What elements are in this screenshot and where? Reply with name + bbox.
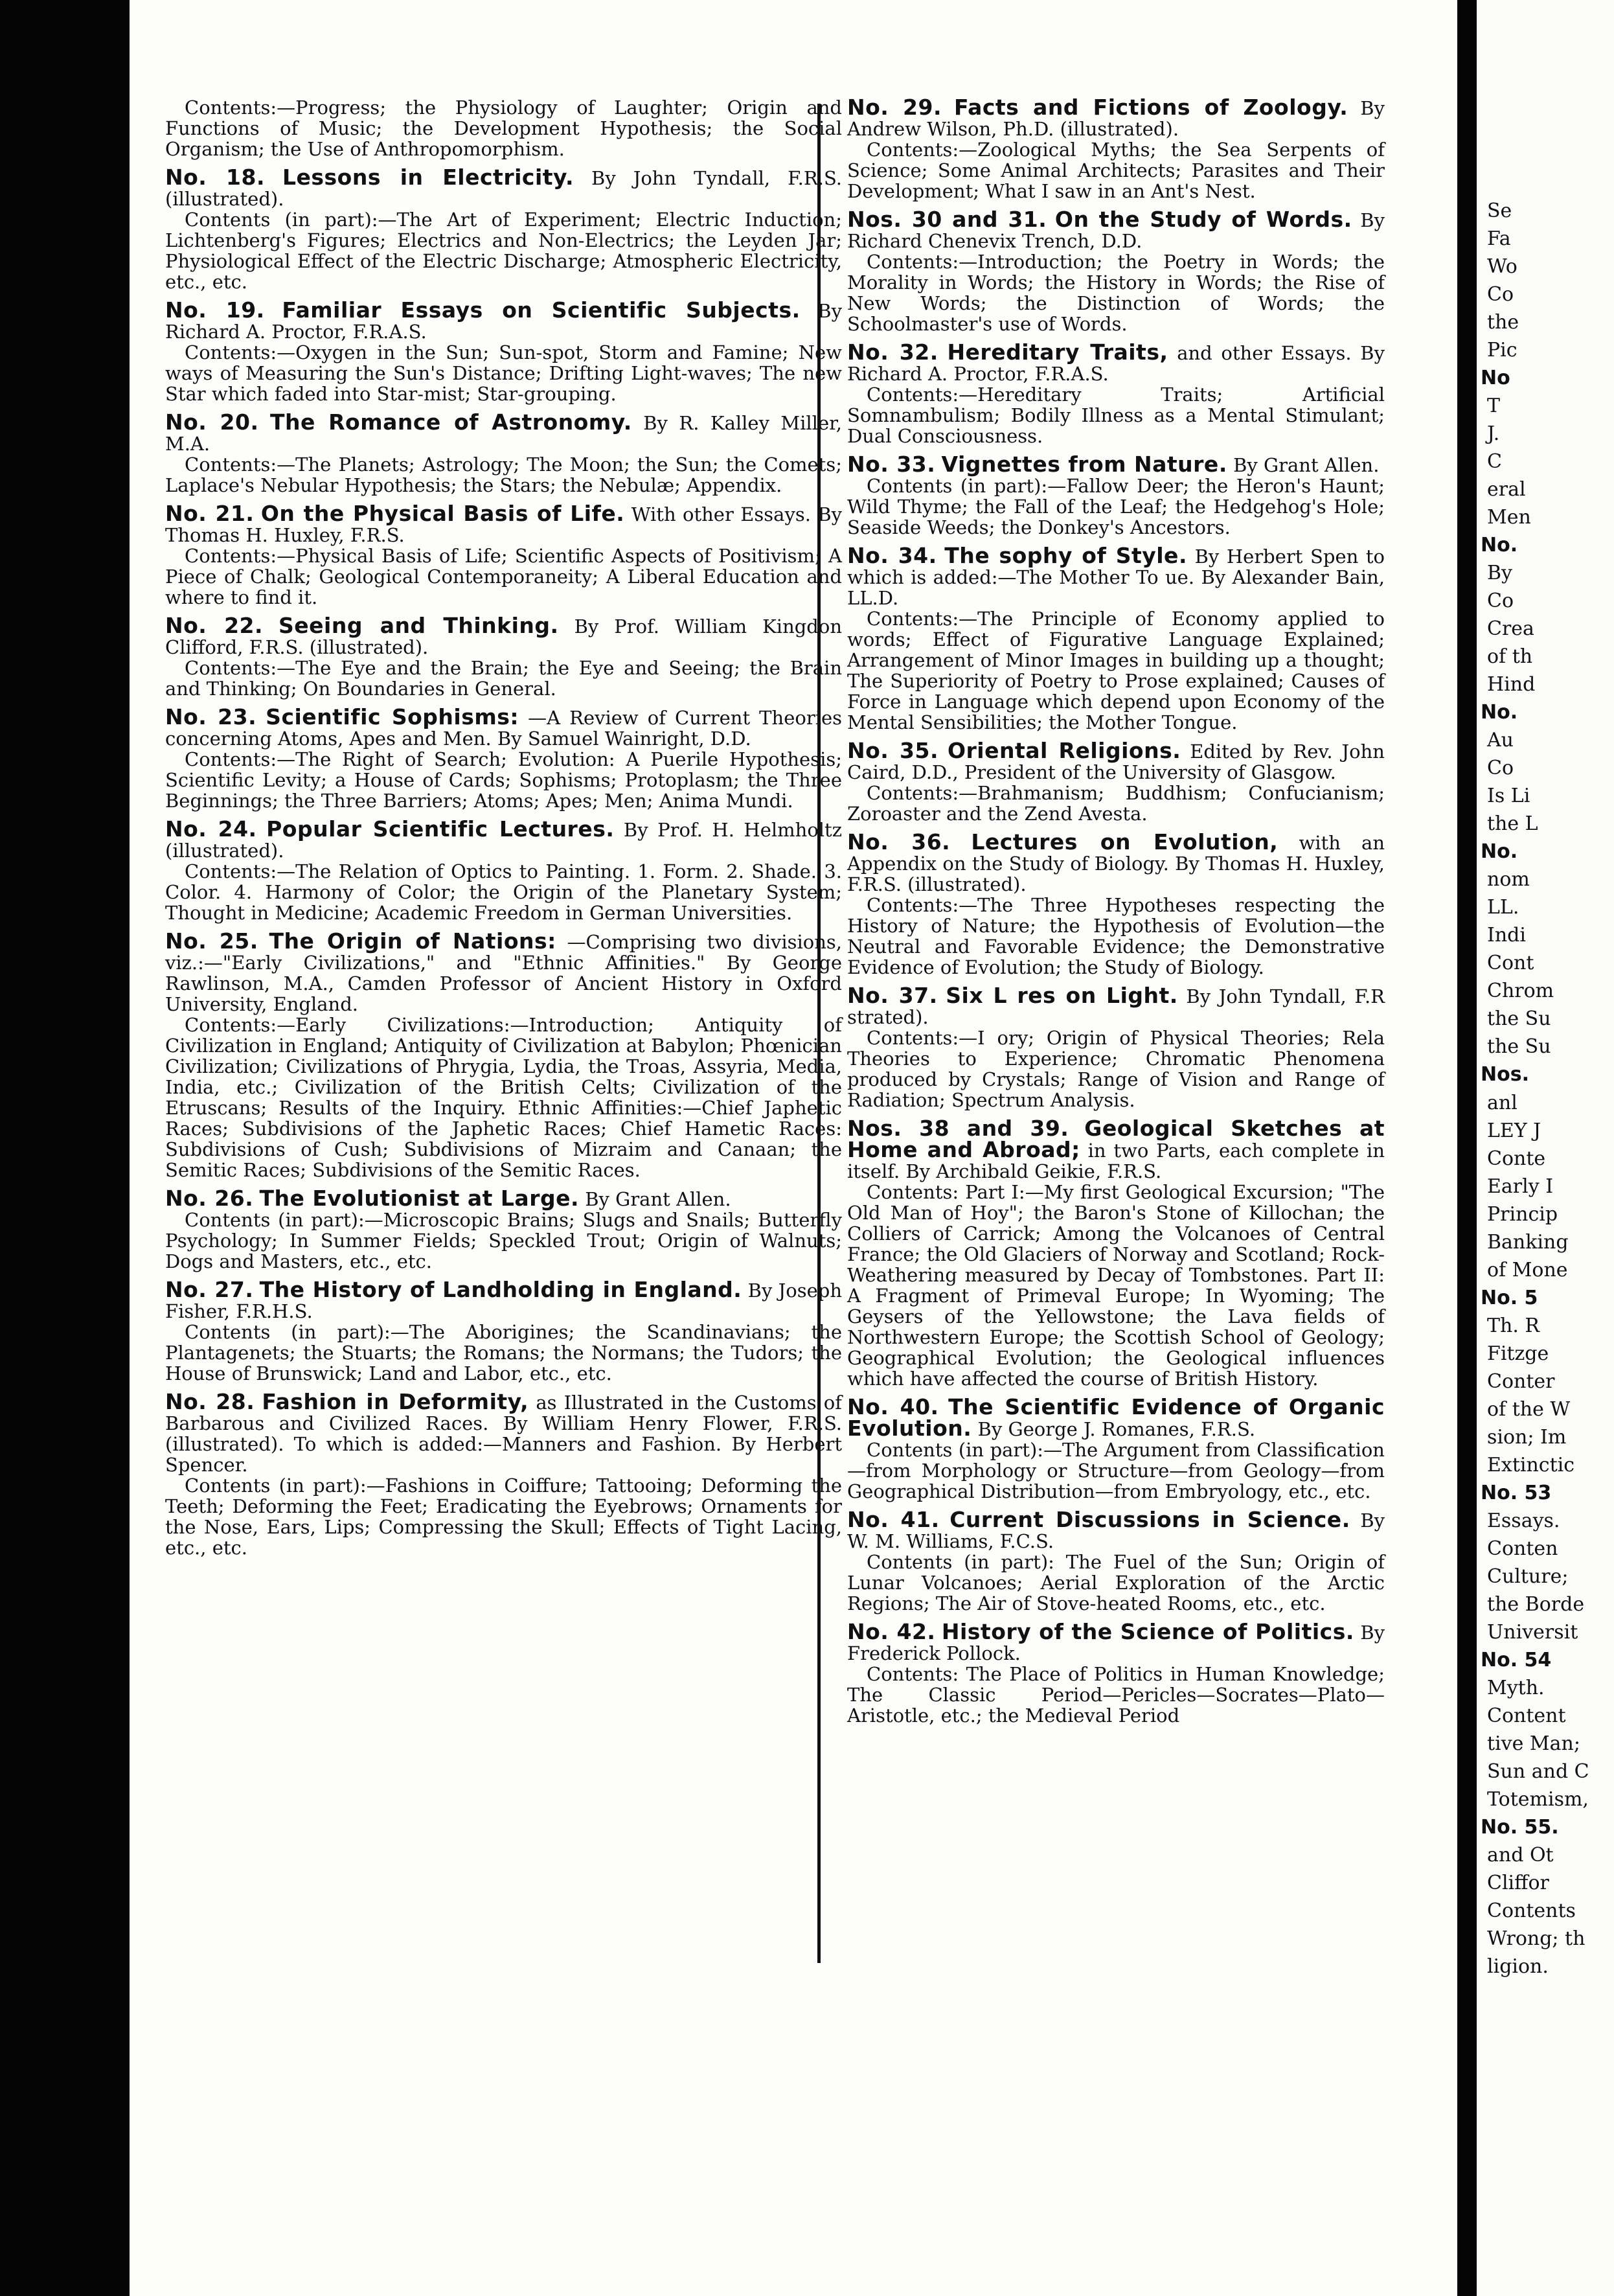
entry-title: The sophy of Style.	[944, 543, 1187, 568]
entry-heading	[165, 1389, 843, 1476]
entry-heading	[847, 1394, 1385, 1441]
entry-title: The Scientific Evidence of Organic Evolution.	[847, 1394, 1385, 1441]
entry-title: Geological Sketches at Home and Abroad;	[847, 1116, 1385, 1162]
entry-contents: Contents:—The Planets; Astrology; The Moon; the Sun; the Comets; Laplace's Nebular Hypothesis; the Stars; the Nebulæ; Appendix.	[165, 453, 842, 496]
entry-number: No. 42.	[847, 1619, 936, 1644]
entry-byline: By Grant Allen.	[1233, 454, 1380, 476]
catalogue-entry	[165, 167, 842, 292]
catalogue-entry	[165, 816, 842, 924]
entry-title: Six L res on Light.	[946, 983, 1178, 1008]
entry-byline: in two Parts, each complete in itself. By Archibald Geikie, F.R.S.	[847, 1140, 1385, 1182]
entry-contents: Contents:—The Right of Search; Evolution: A Puerile Hypothesis; Scientific Levity; a House of Cards; Sophisms; Protoplasm; the Three Beginnings; the Three Barriers; Atoms; Apes; Men; Anima Mundi.	[165, 748, 842, 812]
entry-contents: Contents:—The Principle of Economy applied to words; Effect of Figurative Language Explained; Arrangement of Minor Images in building up a thought; The Superiority of Poetry to Prose explained; Causes of Force in Language which depend upon Economy of the Mental Sensibilities; the Mother Tongue.	[847, 608, 1385, 733]
catalogue-entry	[847, 1118, 1385, 1389]
next-page-fragment: Wrong; th	[1487, 1927, 1586, 1950]
entry-byline: and other Essays. By Richard A. Proctor, F.R.A.S.	[847, 342, 1385, 385]
next-page-fragment: Co	[1487, 283, 1514, 306]
entry-number: No. 33.	[847, 452, 936, 477]
next-page-fragment: Sun and C	[1487, 1760, 1589, 1783]
next-page-fragment: No	[1481, 367, 1510, 390]
next-page-fragment: Au	[1487, 729, 1514, 752]
catalogue-entry	[165, 704, 843, 812]
entry-number: No. 40.	[847, 1394, 939, 1419]
adjacent-page-fragment	[1477, 0, 1614, 2296]
next-page-fragment: Hind	[1487, 673, 1536, 696]
entry-contents: Contents:—Hereditary Traits; Artificial Somnambulism; Bodily Illness as a Mental Stimulant; Dual Consciousness.	[847, 384, 1385, 447]
catalogue-entry	[847, 97, 1385, 201]
entry-title: Scientific Sophisms:	[266, 704, 519, 729]
next-page-fragment: Co	[1487, 757, 1514, 780]
entry-number: No. 22.	[165, 613, 264, 638]
entry-title: Fashion in Deformity,	[262, 1389, 529, 1414]
entry-number: No. 28.	[165, 1389, 255, 1414]
entry-heading	[847, 740, 1385, 783]
next-page-fragment: Nos.	[1481, 1063, 1529, 1086]
entry-byline: By Richard A. Proctor, F.R.A.S.	[165, 300, 842, 343]
entry-heading	[165, 1188, 842, 1210]
next-page-fragment: anl	[1487, 1091, 1517, 1114]
next-page-fragment: No.	[1481, 534, 1518, 557]
next-page-fragment: tive Man;	[1487, 1732, 1580, 1755]
next-page-fragment: Contents	[1487, 1899, 1576, 1922]
entry-byline: as Illustrated in the Customs of Barbarous and Civilized Races. By William Henry Flower, F.R.S. (illustrated). To which is added:—Manners and Fashion. By Herbert Spencer.	[165, 1392, 843, 1476]
next-page-fragment: Cont	[1487, 952, 1534, 975]
entry-title: On the Study of Words.	[1054, 207, 1352, 232]
catalogue-entry	[847, 545, 1385, 733]
entry-byline: By Joseph Fisher, F.R.H.S.	[165, 1280, 843, 1322]
entry-byline: —A Review of Current Theories concerning Atoms, Apes and Men. By Samuel Wainright, D.D.	[165, 707, 843, 750]
entry-contents: Contents:—The Relation of Optics to Painting. 1. Form. 2. Shade. 3. Color. 4. Harmony of Color; the Origin of the Planetary System; Thought in Medicine; Academic Freedom in German Universities.	[165, 860, 842, 924]
next-page-fragment: Princip	[1487, 1202, 1558, 1226]
next-page-fragment: By	[1487, 562, 1512, 585]
entry-contents: Contents:—Brahmanism; Buddhism; Confucianism; Zoroaster and the Zend Avesta.	[847, 782, 1385, 825]
next-page-fragment: the Su	[1487, 1007, 1551, 1031]
entry-contents: Contents (in part):—Microscopic Brains; Slugs and Snails; Butterfly Psychology; In Summer Fields; Speckled Trout; Origin of Walnuts; Dogs and Masters, etc., etc.	[165, 1209, 842, 1272]
scan-border-left	[0, 0, 130, 2296]
entry-contents: Contents (in part):—Fashions in Coiffure; Tattooing; Deforming the Teeth; Deforming the Feet; Eradicating the Eyebrows; Ornaments for the Nose, Ears, Lips; Compressing the Skull; Effects of Tight Lacing, etc., etc.	[165, 1475, 842, 1559]
entry-byline: By Frederick Pollock.	[847, 1622, 1385, 1664]
entry-title: Seeing and Thinking.	[278, 613, 559, 638]
entry-heading	[165, 409, 843, 455]
entry-byline: By John Tyndall, F.R strated).	[847, 985, 1385, 1028]
entry-contents: Contents (in part):—The Art of Experiment; Electric Induction; Lichtenberg's Figures; Electrics and Non-Electrics; the Leyden Jar; Physiological Effect of the Electric Discharge; Atmospheric Electricity, etc., etc.	[165, 209, 842, 293]
next-page-fragment: of the W	[1487, 1397, 1571, 1421]
next-page-fragment: Fitzge	[1487, 1342, 1549, 1365]
next-page-fragment: No. 54	[1481, 1648, 1552, 1671]
entry-title: The Romance of Astronomy.	[270, 409, 632, 435]
entry-byline: By R. Kalley Miller, M.A.	[165, 412, 843, 455]
next-page-fragment: Conter	[1487, 1370, 1555, 1393]
entry-byline: —Comprising two divisions, viz.:—"Early Civilizations," and "Ethnic Affinities." By George Rawlinson, M.A., Camden Professor of Ancient History in Oxford University, England.	[165, 931, 843, 1015]
entry-title: The Evolutionist at Large.	[259, 1186, 580, 1211]
entry-byline: With other Essays. By Thomas H. Huxley, F.R.S.	[165, 503, 843, 546]
catalogue-entry	[165, 1389, 843, 1559]
next-page-fragment: eral	[1487, 478, 1526, 501]
catalogue-entry	[165, 1188, 842, 1272]
entry-number: No. 32.	[847, 339, 938, 365]
entry-title: Lessons in Electricity.	[282, 165, 574, 190]
right-column	[847, 97, 1385, 1734]
entry-title: Hereditary Traits,	[947, 339, 1168, 365]
entry-number: No. 21.	[165, 501, 255, 526]
entry-title: Popular Scientific Lectures.	[266, 816, 615, 842]
entry-heading	[847, 985, 1385, 1027]
entry-heading	[165, 704, 843, 750]
book-gutter	[1457, 0, 1477, 2296]
next-page-fragment: C	[1487, 450, 1502, 474]
entry-contents: Contents (in part):—The Argument from Classification—from Morphology or Structure—from Geology—from Geographical Distribution—from Embryology, etc., etc.	[847, 1439, 1385, 1502]
entry-number: Nos. 30 and 31.	[847, 207, 1047, 232]
next-page-fragment: Chrom	[1487, 980, 1554, 1003]
next-page-fragment: Early I	[1487, 1175, 1554, 1198]
next-page-fragment: nom	[1487, 868, 1530, 891]
entry-heading	[847, 209, 1385, 251]
entry-byline: By W. M. Williams, F.C.S.	[847, 1510, 1385, 1552]
next-page-fragment: Content	[1487, 1704, 1566, 1727]
entry-number: No. 35.	[847, 738, 939, 763]
next-page-fragment: the	[1487, 311, 1519, 334]
entry-heading	[847, 339, 1385, 385]
catalogue-entry	[847, 339, 1385, 447]
catalogue-entry	[165, 97, 842, 159]
next-page-fragment: No.	[1481, 840, 1518, 864]
entry-heading	[847, 1118, 1385, 1182]
next-page-fragment: and Ot	[1487, 1843, 1554, 1866]
entry-heading	[847, 1507, 1385, 1552]
entry-title: The Origin of Nations:	[269, 928, 556, 954]
next-page-fragment: LL.	[1487, 896, 1519, 919]
next-page-fragment: Conte	[1487, 1147, 1546, 1170]
entry-contents: Contents (in part):—Fallow Deer; the Heron's Haunt; Wild Thyme; the Fall of the Leaf; the Hedgehog's Hole; Seaside Weeds; the Donkey's Ancestors.	[847, 475, 1385, 538]
catalogue-entry	[165, 615, 842, 699]
entry-byline: By Andrew Wilson, Ph.D. (illustrated).	[847, 97, 1385, 140]
entry-heading	[165, 1277, 843, 1322]
entry-contents: Contents: Part I:—My first Geological Excursion; "The Old Man of Hoy"; the Baron's Stone of Killochan; the Colliers of Carrick; Among the Volcanoes of Central France; the Old Glaciers of Norway and Scotland; Rock-Weathering measured by Decay of Tombstones. Part II: A Fragment of Primeval Europe; In Wyoming; The Geysers of the Yellowstone; the Lava fields of Northwestern Europe; the Scottish School of Geology; Geographical Evolution; the Geological influences which have affected the course of British History.	[847, 1181, 1385, 1390]
entry-title: Current Discussions in Science.	[949, 1507, 1350, 1532]
entry-number: No. 36.	[847, 829, 951, 855]
next-page-fragment: Universit	[1487, 1620, 1578, 1644]
catalogue-entry	[847, 985, 1385, 1110]
entry-contents: Contents:—Oxygen in the Sun; Sun-spot, Storm and Famine; New ways of Measuring the Sun's Distance; Drifting Light-waves; The new Star which faded into Star-mist; Star-grouping.	[165, 341, 842, 405]
catalogue-entry	[847, 1619, 1385, 1727]
entry-heading	[165, 816, 842, 862]
entry-byline: By Prof. William Kingdon Clifford, F.R.S. (illustrated).	[165, 615, 843, 658]
next-page-fragment: Conten	[1487, 1537, 1558, 1560]
entry-contents: Contents: The Place of Politics in Human Knowledge; The Classic Period—Pericles—Socrates—Plato—Aristotle, etc.; the Medieval Period	[847, 1663, 1385, 1727]
catalogue-entry	[165, 503, 842, 608]
next-page-fragment: T	[1487, 395, 1501, 418]
entry-number: No. 34.	[847, 543, 937, 568]
entry-number: No. 37.	[847, 983, 938, 1008]
next-page-fragment: Crea	[1487, 617, 1534, 641]
entry-contents: Contents:—I ory; Origin of Physical Theories; Rela Theories to Experience; Chromatic Phenomena produced by Crystals; Range of Vision and Range of Radiation; Spectrum Analysis.	[847, 1027, 1385, 1111]
next-page-fragment: Myth.	[1487, 1676, 1545, 1699]
next-page-fragment: Extinctic	[1487, 1453, 1575, 1476]
entry-number: No. 29.	[847, 95, 942, 120]
entry-title: Familiar Essays on Scientific Subjects.	[282, 297, 801, 323]
catalogue-entry	[847, 740, 1385, 824]
entry-byline: By George J. Romanes, F.R.S.	[977, 1418, 1256, 1440]
entry-number: No. 41.	[847, 1507, 940, 1532]
next-page-fragment: Indi	[1487, 924, 1526, 947]
entry-contents: Contents:—Early Civilizations:—Introduction; Antiquity of Civilization in England; Antiquity of Civilization at Babylon; Phœnician Civilization; Civilizations of Phrygia, Lydia, the Troas, Assyria, Media, India, etc.; Civilization of the British Celts; Civilization of the Etruscans; Results of the Inquiry. Ethnic Affinities:—Chief Japhetic Races; Subdivisions of the Japhetic Races; Chief Hametic Races: Subdivisions of Cush; Subdivisions of Mizraim and Canaan; the Semitic Races; Subdivisions of the Semitic Races.	[165, 1014, 842, 1181]
next-page-fragment: No. 53	[1481, 1481, 1552, 1504]
entry-heading	[847, 454, 1385, 476]
entry-contents: Contents:—Zoological Myths; the Sea Serpents of Science; Some Animal Architects; Parasites and Their Development; What I saw in an Ant's Nest.	[847, 139, 1385, 202]
next-page-fragment: the Su	[1487, 1035, 1551, 1059]
entry-number: No. 26.	[165, 1186, 254, 1211]
entry-title: Oriental Religions.	[947, 738, 1181, 763]
entry-title: Vignettes from Nature.	[941, 452, 1227, 477]
entry-contents: Contents:—Introduction; the Poetry in Words; the Morality in Words; the History in Words; the Rise of New Words; the Distinction of Words; the Schoolmaster's use of Words.	[847, 251, 1385, 335]
next-page-fragment: Men	[1487, 506, 1531, 529]
entry-number: No. 25.	[165, 928, 258, 954]
next-page-fragment: No. 55.	[1481, 1815, 1559, 1839]
entry-title: History of the Science of Politics.	[941, 1619, 1354, 1644]
entry-byline: By Herbert Spen to which is added:—The Mother To ue. By Alexander Bain, LL.D.	[847, 545, 1385, 609]
next-page-fragment: Th. R	[1487, 1314, 1540, 1337]
entry-contents: Contents:—Progress; the Physiology of Laughter; Origin and Functions of Music; the Development Hypothesis; the Social Organism; the Use of Anthropomorphism.	[165, 97, 842, 160]
next-page-fragment: Essays.	[1487, 1509, 1560, 1532]
entry-heading	[847, 829, 1385, 895]
entry-number: No. 23.	[165, 704, 257, 729]
entry-byline: By Grant Allen.	[585, 1188, 731, 1210]
entry-byline: By John Tyndall, F.R.S. (illustrated).	[165, 167, 843, 210]
entry-number: Nos. 38 and 39.	[847, 1116, 1069, 1141]
entry-number: No. 18.	[165, 165, 266, 190]
catalogue-entry	[847, 1394, 1385, 1502]
entry-number: No. 20.	[165, 409, 259, 435]
entry-contents: Contents (in part): The Fuel of the Sun; Origin of Lunar Volcanoes; Aerial Exploration of the Arctic Regions; The Air of Stove-heated Rooms, etc., etc.	[847, 1551, 1385, 1614]
entry-heading	[165, 615, 842, 658]
next-page-fragment: Fa	[1487, 227, 1511, 251]
catalogue-entry	[847, 1507, 1385, 1614]
entry-heading	[165, 297, 842, 343]
entry-heading	[165, 928, 843, 1015]
entry-heading	[165, 503, 842, 545]
entry-contents: Contents:—Physical Basis of Life; Scientific Aspects of Positivism; A Piece of Chalk; Geological Contemporaneity; A Liberal Education and where to find it.	[165, 545, 842, 608]
next-page-fragment: of Mone	[1487, 1258, 1568, 1281]
entry-contents: Contents (in part):—The Aborigines; the Scandinavians; the Plantagenets; the Stuarts; the Romans; the Normans; the Tudors; the House of Brunswick; Land and Labor, etc., etc.	[165, 1321, 842, 1384]
next-page-fragment: LEY J	[1487, 1119, 1541, 1142]
entry-heading	[847, 97, 1385, 139]
next-page-fragment: the L	[1487, 812, 1538, 836]
next-page-fragment: Pic	[1487, 339, 1517, 362]
entry-heading	[165, 167, 842, 209]
next-page-fragment: of th	[1487, 645, 1533, 669]
next-page-fragment: No.	[1481, 701, 1518, 724]
entry-byline: By Richard Chenevix Trench, D.D.	[847, 209, 1385, 252]
next-page-fragment: Is Li	[1487, 785, 1530, 808]
entry-byline: with an Appendix on the Study of Biology. By Thomas H. Huxley, F.R.S. (illustrated).	[847, 832, 1385, 895]
entry-contents: Contents:—The Three Hypotheses respecting the History of Nature; the Hypothesis of Evolution—the Neutral and Favorable Evidence; the Demonstrative Evidence of Evolution; the Study of Biology.	[847, 894, 1385, 978]
next-page-fragment: Culture;	[1487, 1565, 1569, 1588]
entry-heading	[847, 1619, 1385, 1664]
next-page-fragment: ligion.	[1487, 1955, 1549, 1978]
entry-title: Lectures on Evolution,	[971, 829, 1279, 855]
catalogue-entry	[165, 928, 843, 1181]
next-page-fragment: Cliffor	[1487, 1871, 1549, 1894]
next-page-fragment: the Borde	[1487, 1592, 1585, 1616]
next-page-fragment: Se	[1487, 200, 1512, 222]
entry-byline: Edited by Rev. John Caird, D.D., President of the University of Glasgow.	[847, 740, 1385, 783]
entry-contents: Contents:—The Eye and the Brain; the Eye and Seeing; the Brain and Thinking; On Boundaries in General.	[165, 657, 842, 700]
next-page-fragment: sion; Im	[1487, 1425, 1567, 1449]
entry-number: No. 19.	[165, 297, 265, 323]
catalogue-entry	[165, 409, 843, 496]
next-page-fragment: No. 5	[1481, 1286, 1538, 1309]
next-page-fragment: Co	[1487, 590, 1514, 613]
catalogue-entry	[847, 829, 1385, 978]
catalogue-entry	[165, 1277, 843, 1384]
next-page-fragment: Banking	[1487, 1230, 1569, 1254]
entry-byline: By Prof. H. Helmholtz (illustrated).	[165, 819, 842, 862]
entry-number: No. 24.	[165, 816, 257, 842]
left-column	[165, 97, 842, 1566]
entry-title: On the Physical Basis of Life.	[260, 501, 625, 526]
entry-number: No. 27.	[165, 1277, 254, 1302]
entry-title: The History of Landholding in England.	[259, 1277, 742, 1302]
entry-title: Facts and Fictions of Zoology.	[953, 95, 1348, 120]
entry-heading	[847, 545, 1385, 608]
catalogue-entry	[847, 209, 1385, 334]
next-page-fragment: Totemism,	[1487, 1787, 1589, 1811]
next-page-fragment: Wo	[1487, 255, 1517, 279]
catalogue-entry	[847, 454, 1385, 538]
catalogue-entry	[165, 297, 842, 405]
next-page-fragment: J.	[1487, 422, 1500, 446]
